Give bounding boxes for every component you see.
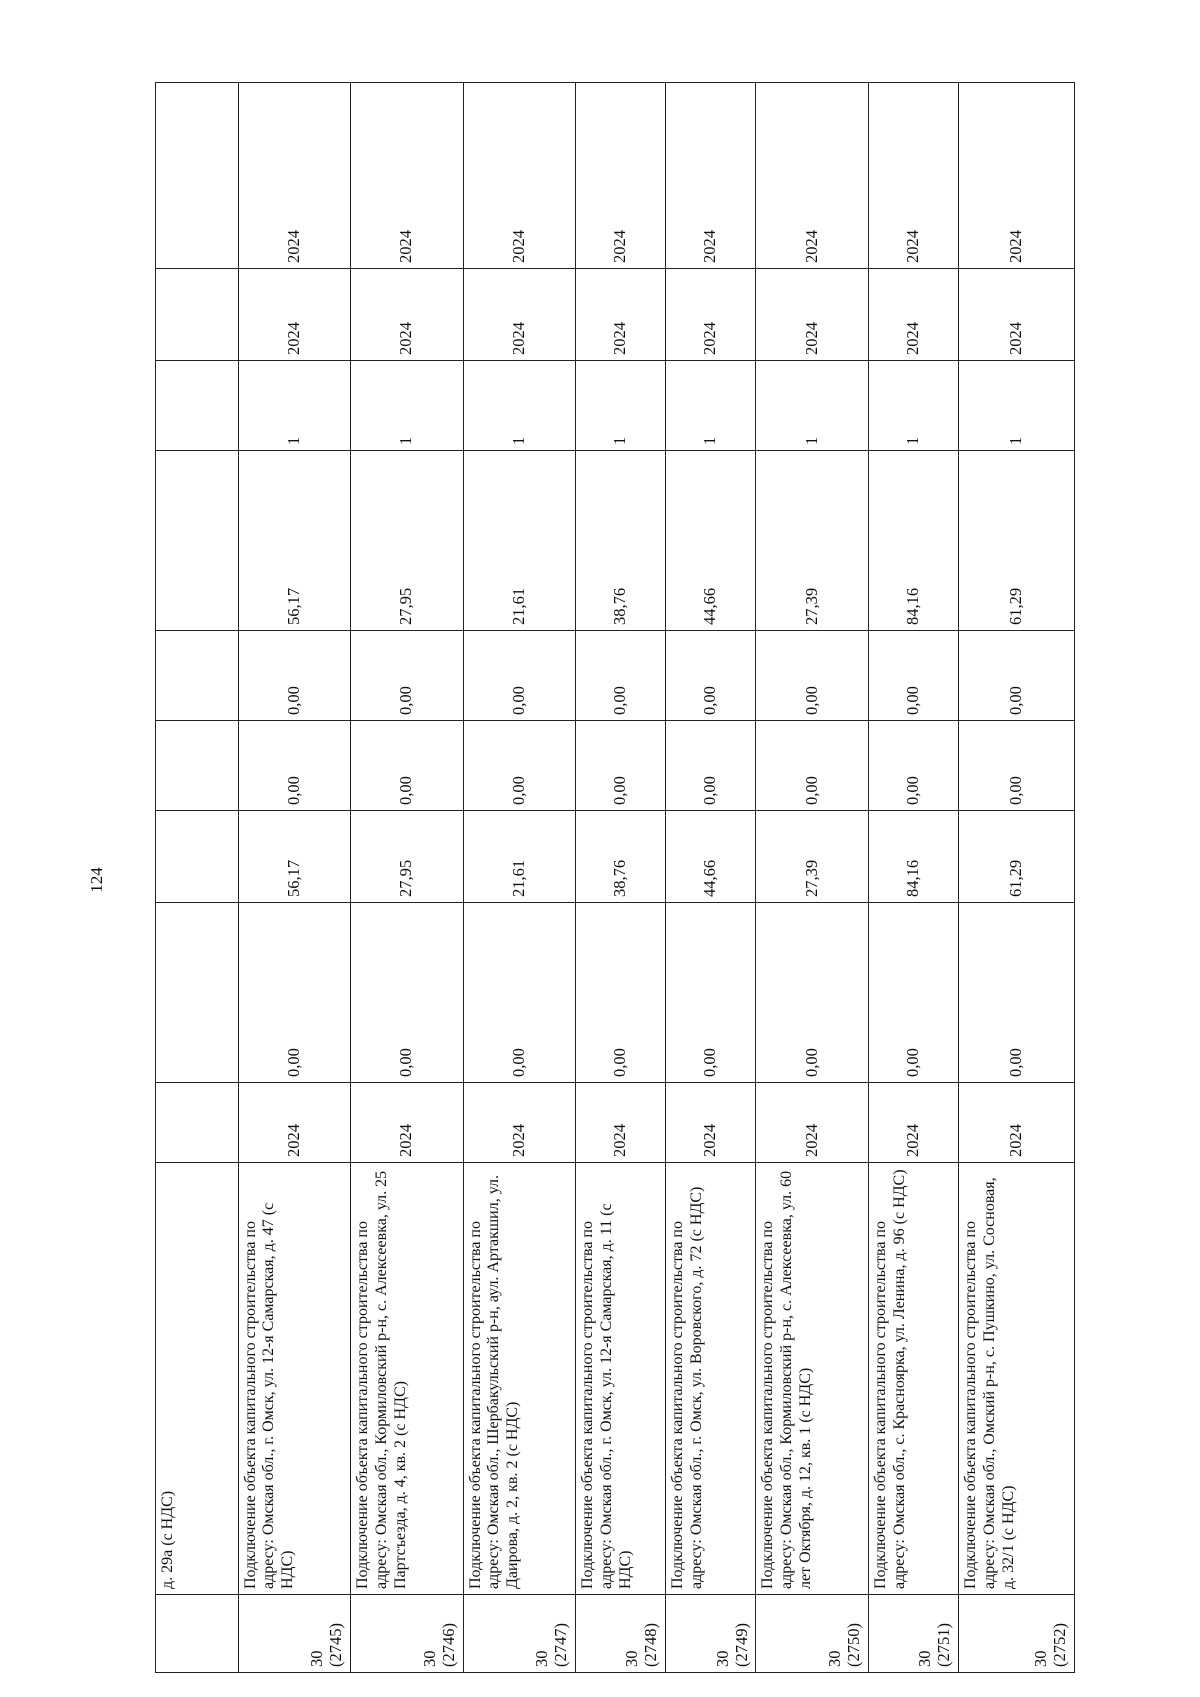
empty-cell — [156, 269, 239, 361]
empty-cell — [156, 903, 239, 1083]
year-cell: 2024 — [666, 83, 756, 269]
id-cell — [156, 1595, 239, 1673]
year-cell: 2024 — [351, 269, 464, 361]
row-code: (2750) — [844, 1623, 864, 1667]
value-cell: 84,16 — [869, 451, 959, 631]
value-cell: 0,00 — [666, 721, 756, 811]
year-cell: 2024 — [666, 269, 756, 361]
row-group-number: 30 — [419, 1650, 439, 1667]
row-code: (2751) — [934, 1623, 954, 1667]
year-start-cell: 2024 — [666, 1083, 756, 1163]
value-cell: 0,00 — [463, 903, 576, 1083]
investment-table-container — [155, 83, 1075, 1673]
value-cell: 27,95 — [351, 811, 464, 903]
empty-cell — [156, 451, 239, 631]
row-group-number: 30 — [622, 1650, 642, 1667]
empty-cell — [156, 83, 239, 269]
value-cell: 0,00 — [576, 631, 666, 721]
quantity-cell: 1 — [351, 361, 464, 451]
row-id-cell — [869, 1595, 959, 1673]
value-cell: 0,00 — [463, 721, 576, 811]
row-id-cell — [463, 1595, 576, 1673]
row-code: (2747) — [551, 1623, 571, 1667]
value-cell: 38,76 — [576, 811, 666, 903]
value-cell: 0,00 — [666, 631, 756, 721]
year-cell: 2024 — [869, 83, 959, 269]
value-cell: 0,00 — [576, 721, 666, 811]
description-cell: Подключение объекта капитального строительства по адресу: Омская обл., г. Омск, ул. 12-я Самарская, д. 47 (с НДС) — [238, 1163, 351, 1595]
row-code: (2746) — [438, 1623, 458, 1667]
year-start-cell: 2024 — [756, 1083, 869, 1163]
year-start-cell: 2024 — [351, 1083, 464, 1163]
row-id-cell — [351, 1595, 464, 1673]
value-cell: 56,17 — [238, 451, 351, 631]
table-row — [576, 83, 666, 1673]
investment-table — [155, 82, 1075, 1673]
value-cell: 0,00 — [959, 721, 1075, 811]
description-cell: д. 29а (с НДС) — [156, 1163, 239, 1595]
year-cell: 2024 — [756, 269, 869, 361]
value-cell: 0,00 — [869, 631, 959, 721]
value-cell: 44,66 — [666, 811, 756, 903]
value-cell: 0,00 — [351, 721, 464, 811]
value-cell: 61,29 — [959, 451, 1075, 631]
empty-cell — [156, 811, 239, 903]
row-group-number: 30 — [825, 1650, 845, 1667]
year-cell: 2024 — [576, 83, 666, 269]
description-cell: Подключение объекта капитального строительства по адресу: Омская обл., г. Омск, ул. 12-я Самарская, д. 11 (с НДС) — [576, 1163, 666, 1595]
year-cell: 2024 — [463, 83, 576, 269]
quantity-cell: 1 — [756, 361, 869, 451]
description-cell: Подключение объекта капитального строительства по адресу: Омская обл., Омский р-н, с. Пушкино, ул. Сосновая, д. 32/1 (с НДС) — [959, 1163, 1075, 1595]
row-group-number: 30 — [307, 1650, 327, 1667]
year-cell: 2024 — [959, 83, 1075, 269]
row-code: (2748) — [641, 1623, 661, 1667]
empty-cell — [156, 631, 239, 721]
year-cell: 2024 — [869, 269, 959, 361]
value-cell: 56,17 — [238, 811, 351, 903]
quantity-cell: 1 — [238, 361, 351, 451]
row-id-cell — [666, 1595, 756, 1673]
value-cell: 0,00 — [666, 903, 756, 1083]
empty-cell — [156, 1083, 239, 1163]
value-cell: 27,95 — [351, 451, 464, 631]
year-cell: 2024 — [238, 83, 351, 269]
table-row — [666, 83, 756, 1673]
row-id-cell — [959, 1595, 1075, 1673]
row-group-number: 30 — [712, 1650, 732, 1667]
year-cell: 2024 — [576, 269, 666, 361]
value-cell: 0,00 — [756, 631, 869, 721]
row-code: (2749) — [731, 1623, 751, 1667]
year-cell: 2024 — [351, 83, 464, 269]
value-cell: 0,00 — [756, 903, 869, 1083]
row-code: (2745) — [326, 1623, 346, 1667]
description-cell: Подключение объекта капитального строительства по адресу: Омская обл., Кормиловский р-н, с. Алексеевка, ул. 25 Партсъезда, д. 4, кв. 2 (с НДС) — [351, 1163, 464, 1595]
row-group-number: 30 — [1031, 1650, 1051, 1667]
table-row-continued — [156, 83, 239, 1673]
row-id-cell — [756, 1595, 869, 1673]
value-cell: 0,00 — [463, 631, 576, 721]
table-row — [351, 83, 464, 1673]
value-cell: 61,29 — [959, 811, 1075, 903]
value-cell: 0,00 — [869, 721, 959, 811]
year-start-cell: 2024 — [576, 1083, 666, 1163]
row-group-number: 30 — [532, 1650, 552, 1667]
description-cell: Подключение объекта капитального строительства по адресу: Омская обл., Кормиловский р-н, с. Алексеевка, ул. 60 лет Октября, д. 12, кв. 1 (с НДС) — [756, 1163, 869, 1595]
table-row — [463, 83, 576, 1673]
value-cell: 0,00 — [576, 903, 666, 1083]
value-cell: 21,61 — [463, 811, 576, 903]
row-code: (2752) — [1050, 1623, 1070, 1667]
value-cell: 84,16 — [869, 811, 959, 903]
quantity-cell: 1 — [959, 361, 1075, 451]
value-cell: 0,00 — [869, 903, 959, 1083]
value-cell: 0,00 — [351, 631, 464, 721]
value-cell: 27,39 — [756, 811, 869, 903]
value-cell: 0,00 — [238, 903, 351, 1083]
value-cell: 44,66 — [666, 451, 756, 631]
description-cell: Подключение объекта капитального строительства по адресу: Омская обл., г. Омск, ул. Воровского, д. 72 (с НДС) — [666, 1163, 756, 1595]
year-cell: 2024 — [756, 83, 869, 269]
value-cell: 0,00 — [238, 721, 351, 811]
year-cell: 2024 — [238, 269, 351, 361]
value-cell: 38,76 — [576, 451, 666, 631]
year-cell: 2024 — [463, 269, 576, 361]
page-number — [82, 860, 112, 900]
value-cell: 0,00 — [351, 903, 464, 1083]
year-start-cell: 2024 — [959, 1083, 1075, 1163]
description-cell: Подключение объекта капитального строительства по адресу: Омская обл., с. Красноярка, ул. Ленина, д. 96 (с НДС) — [869, 1163, 959, 1595]
row-group-number: 30 — [915, 1650, 935, 1667]
year-start-cell: 2024 — [463, 1083, 576, 1163]
value-cell: 0,00 — [959, 903, 1075, 1083]
page-number-text: 124 — [87, 867, 106, 893]
value-cell: 0,00 — [959, 631, 1075, 721]
year-cell: 2024 — [959, 269, 1075, 361]
table-row — [238, 83, 351, 1673]
quantity-cell: 1 — [463, 361, 576, 451]
description-cell: Подключение объекта капитального строительства по адресу: Омская обл., Шербакульский р-н, аул. Артакшил, ул. Даирова, д. 2, кв. 2 (с НДС) — [463, 1163, 576, 1595]
year-start-cell: 2024 — [869, 1083, 959, 1163]
value-cell: 21,61 — [463, 451, 576, 631]
quantity-cell: 1 — [666, 361, 756, 451]
value-cell: 0,00 — [238, 631, 351, 721]
table-row — [756, 83, 869, 1673]
row-id-cell — [238, 1595, 351, 1673]
row-id-cell — [576, 1595, 666, 1673]
empty-cell — [156, 721, 239, 811]
table-row — [959, 83, 1075, 1673]
empty-cell — [156, 361, 239, 451]
value-cell: 27,39 — [756, 451, 869, 631]
quantity-cell: 1 — [869, 361, 959, 451]
value-cell: 0,00 — [756, 721, 869, 811]
year-start-cell: 2024 — [238, 1083, 351, 1163]
table-row — [869, 83, 959, 1673]
quantity-cell: 1 — [576, 361, 666, 451]
